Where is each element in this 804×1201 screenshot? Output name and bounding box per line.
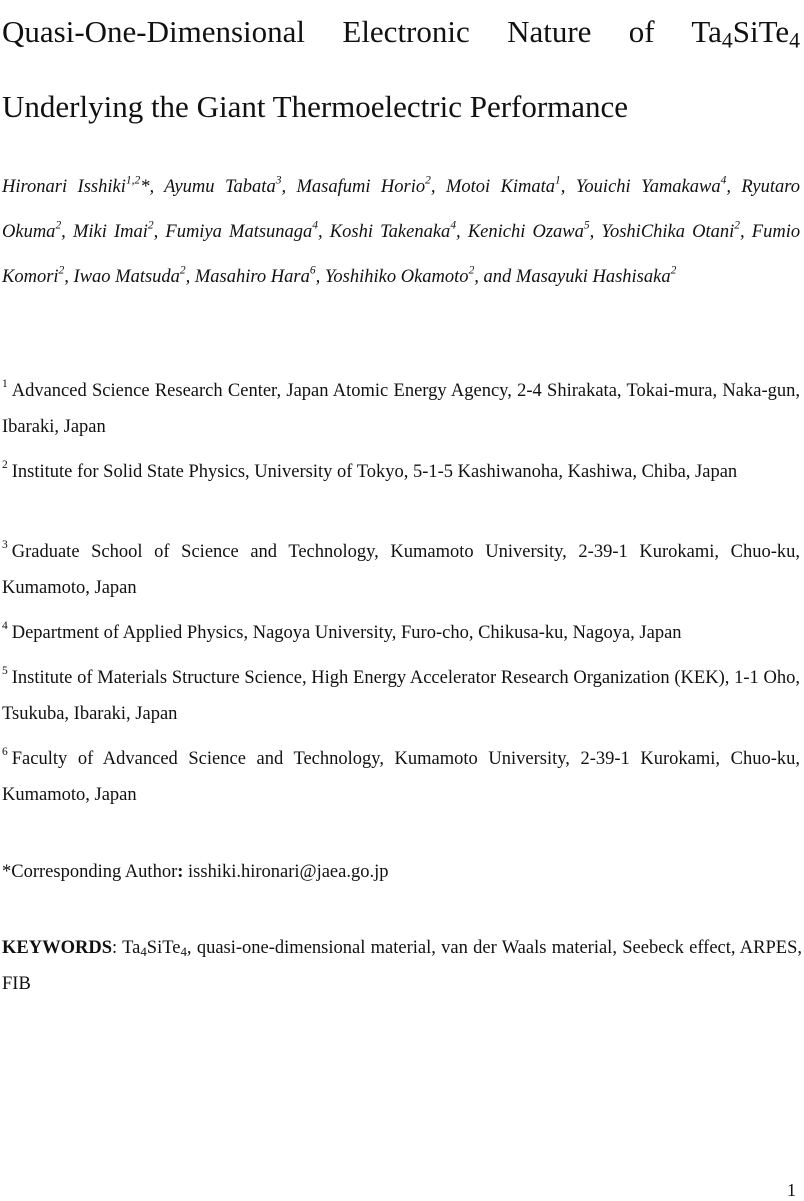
author: Ryutaro Okuma$^2$	[2, 177, 801, 242]
author: Iwao Matsuda$^2$	[73, 264, 186, 287]
author: Masahiro Hara$^6$	[194, 264, 316, 287]
author: Kenichi Ozawa$^5$	[467, 219, 590, 242]
author: Fumiya Matsunaga$^4$	[165, 219, 319, 242]
author: Youichi Yamakawa$^4$	[575, 174, 727, 197]
affiliation-4: $^4$ Department of Applied Physics, Nagoya University, Furo-cho, Chikusa-ku, Nagoya, Japan	[2, 620, 682, 643]
affiliation-6: $^6$ Faculty of Advanced Science and Technology, Kumamoto University, 2-39-1 Kurokami, Chuo-ku, Kumamoto, Japan	[2, 746, 800, 805]
affiliation-1: $^1$ Advanced Science Research Center, Japan Atomic Energy Agency, 2-4 Shirakata, Tokai-mura, Naka-gun, Ibaraki, Japan	[2, 378, 800, 437]
title-line-2: Underlying the Giant Thermoelectric Performance	[2, 89, 629, 124]
author-list: Hironari Isshiki$^{1,2}$*, Ayumu Tabata$^3$, Masafumi Horio$^2$, Motoi Kimata$^1$, Youichi Yamakawa$^4$, Ryutaro Okuma$^2$, Miki Imai$^2$, Fumiya Matsunaga$^4$, Koshi Takenaka$^4$, Kenichi Ozawa$^5$, YoshiChika Otani$^2$, Fumio Komori$^2$, Iwao Matsuda$^2$, Masahiro Hara$^6$, Yoshihiko Okamoto$^2$, and Masayuki Hashisaka$^2$	[2, 174, 801, 287]
corresponding-author: *Corresponding Author: isshiki.hironari@jaea.go.jp	[2, 862, 389, 882]
title-line-1: Quasi-One-Dimensional Electronic Nature of $Ta_4SiTe_4$	[2, 14, 800, 53]
author: Fumio Komori$^2$	[2, 222, 801, 287]
author: Hironari Isshiki$^{1,2}$*	[2, 174, 150, 197]
affiliation-5: $^5$ Institute of Materials Structure Science, High Energy Accelerator Research Organization (KEK), 1-1 Oho, Tsukuba, Ibaraki, Japan	[2, 665, 800, 724]
author: Motoi Kimata$^1$	[445, 174, 561, 197]
author: Yoshihiko Okamoto$^2$	[324, 264, 475, 287]
author: Masafumi Horio$^2$	[296, 174, 431, 197]
affiliation-2: $^2$ Institute for Solid State Physics, University of Tokyo, 5-1-5 Kashiwanoha, Kashiwa, Chiba, Japan	[2, 459, 738, 482]
affiliation-3: $^3$ Graduate School of Science and Technology, Kumamoto University, 2-39-1 Kurokami, Chuo-ku, Kumamoto, Japan	[2, 539, 800, 598]
paper-title	[2, 0, 800, 144]
author: Ayumu Tabata$^3$	[164, 174, 282, 197]
page-number: 1	[787, 1180, 796, 1200]
author-email[interactable]: isshiki.hironari@jaea.go.jp	[183, 862, 389, 882]
keywords-label: KEYWORDS	[2, 938, 112, 958]
author: Koshi Takenaka$^4$	[329, 219, 457, 242]
author: YoshiChika Otani$^2$	[601, 219, 741, 242]
keywords: KEYWORDS: $Ta_4SiTe_4$, quasi-one-dimensional material, van der Waals material, Seebeck effect, ARPES, FIB	[2, 938, 802, 994]
author: Miki Imai$^2$	[72, 219, 154, 242]
author: Masayuki Hashisaka$^2$	[515, 264, 677, 287]
